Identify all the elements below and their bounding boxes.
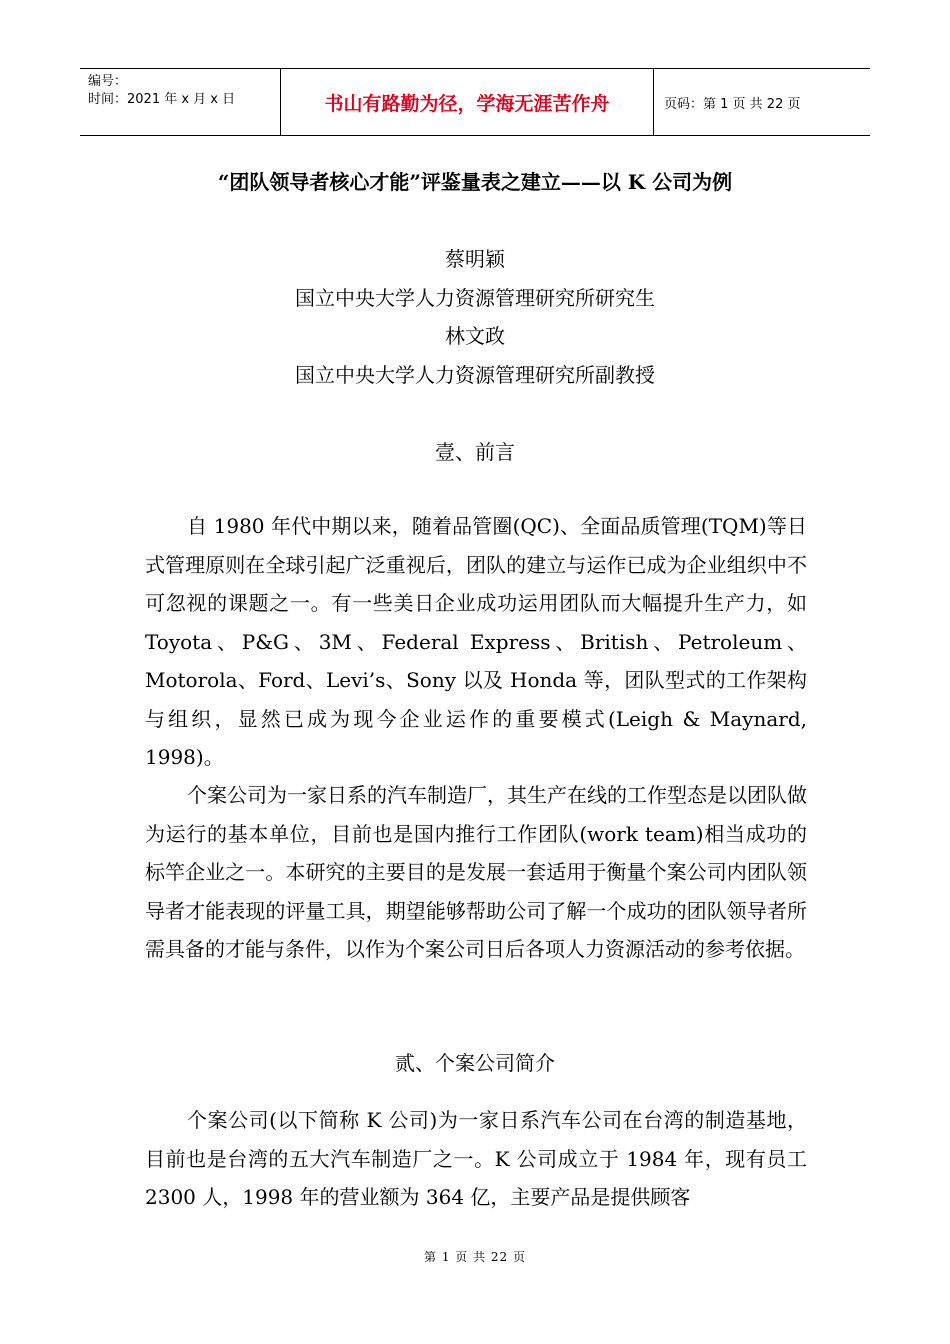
- header-time-label: 时间：2021 年 x 月 x 日: [88, 92, 236, 107]
- header-motto: 书山有路勤为径，学海无涯苦作舟: [281, 69, 654, 135]
- header-page-info: 页码：第 1 页 共 22 页: [664, 96, 801, 112]
- header-meta: [80, 69, 281, 135]
- author-affiliation: 国立中央大学人力资源管理研究所副教授: [295, 363, 655, 387]
- section-heading: 壹、前言: [435, 440, 515, 464]
- body-paragraph: 自 1980 年代中期以来，随着品管圈(QC)、全面品质管理(TQM)等日式管理原则在全球引起广泛重视后，团队的建立与运作已成为企业组织中不可忽视的课题之一。有一些美日企业成功运用团队而大幅提升生产力，如 Toyota、P&G、3M、Federal Express、British、Petroleum、Motorola、Ford、Levi’s、Sony 以及 Honda 等，团队型式的工作架构与组织，显然已成为现今企业运作的重要模式(Leigh & Maynard, 1998)。: [145, 514, 807, 769]
- author-name: 蔡明颖: [445, 247, 505, 271]
- body-paragraph: 个案公司为一家日系的汽车制造厂，其生产在线的工作型态是以团队做为运行的基本单位，目前也是国内推行工作团队(work team)相当成功的标竿企业之一。本研究的主要目的是发展一套适用于衡量个案公司内团队领导者才能表现的评量工具，期望能够帮助公司了解一个成功的团队领导者所需具备的才能与条件，以作为个案公司日后各项人力资源活动的参考依据。: [145, 783, 807, 961]
- page-footer: 第 1 页 共 22 页: [424, 1250, 526, 1264]
- body-paragraph: 个案公司(以下简称 K 公司)为一家日系汽车公司在台湾的制造基地，目前也是台湾的五大汽车制造厂之一。K 公司成立于 1984 年，现有员工 2300 人，1998 年的营业额为 364 亿，主要产品是提供顾客: [145, 1108, 807, 1209]
- author-affiliation: 国立中央大学人力资源管理研究所研究生: [295, 286, 655, 310]
- author-name: 林文政: [445, 324, 505, 348]
- page-header: [80, 68, 870, 136]
- section-heading: 贰、个案公司简介: [395, 1051, 555, 1075]
- header-number-label: 编号：: [88, 74, 128, 89]
- document-title: “团队领导者核心才能”评鉴量表之建立——以 K 公司为例: [217, 170, 733, 194]
